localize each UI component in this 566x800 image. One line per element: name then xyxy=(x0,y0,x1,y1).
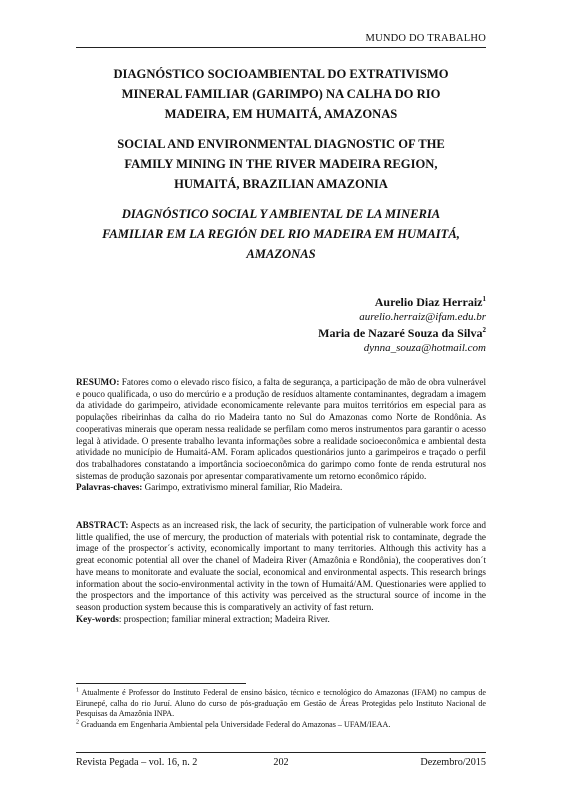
footnote-mark: 2 xyxy=(76,719,79,726)
footnote-text: Graduanda em Engenharia Ambiental pela Universidade Federal do Amazonas – UFAM/IEAA. xyxy=(79,719,391,729)
title-es-line-2: FAMILIAR EM LA REGIÓN DEL RIO MADEIRA EM HUMAITÁ, xyxy=(102,227,460,241)
author-block xyxy=(76,294,486,356)
title-english xyxy=(76,134,486,194)
resumo-text: Fatores como o elevado risco físico, a falta de segurança, a participação de mão de obra vulnerável e pouco qualificada, o uso do mercúrio e a produção de resíduos altamente contaminantes, degradam a imagem da atividade do garimpeiro, atividade economicamente relevante para muitos territórios em especial para as populações ribeirinhas da calha do rio Madeira tanto no Sul do Amazonas como Norte de Rondônia. As cooperativas minerais que operam nessa realidade se perfilam como meros instrumentos para garantir o acesso legal à atividade. O presente trabalho levanta informações sobre a realidade socioeconômica e ambiental desta atividade no município de Humaitá-AM. Foram aplicados questionários junto a garimpeiros e traçado o perfil dos trabalhadores constatando a importância socioeconômica do garimpo como fonte de renda estrutural nos sistemas de produção sazonais por apresentar comparativamente um retorno econômico rápido. xyxy=(76,377,486,481)
resumo-label: RESUMO: xyxy=(76,377,120,387)
title-block xyxy=(76,64,486,274)
title-en-line-2: FAMILY MINING IN THE RIVER MADEIRA REGION, xyxy=(124,157,438,171)
author-name: Maria de Nazaré Souza da Silva$^2$ xyxy=(318,326,486,340)
keywords-text: : prospection; familiar mineral extraction; Madeira River. xyxy=(118,613,330,624)
keywords-text: Garimpo, extrativismo mineral familiar, Rio Madeira. xyxy=(142,482,343,493)
footnote-text: Atualmente é Professor do Instituto Federal de ensino básico, técnico e tecnológico do Amazonas (IFAM) no campus de Eirunepé, calha do rio Juruí. Aluno do curso de pós-graduação em Gestão de Áreas Protegidas pelo Instituto Nacional de Pesquisas da Amazônia INPA. xyxy=(76,688,486,719)
footnote-mark: 1 xyxy=(76,687,79,694)
page-number: 202 xyxy=(273,757,289,768)
abstract-section xyxy=(76,520,486,625)
abstract-paragraph xyxy=(76,520,486,614)
resumo-keywords xyxy=(76,482,486,494)
footer-rule xyxy=(76,752,486,753)
title-en-line-3: HUMAITÁ, BRAZILIAN AMAZONIA xyxy=(174,177,388,191)
title-es-line-3: AMAZONAS xyxy=(246,247,316,261)
running-head: MUNDO DO TRABALHO xyxy=(365,33,486,44)
author-email[interactable]: aurelio.herraiz@ifam.edu.br xyxy=(359,311,486,323)
keywords-label: Palavras-chaves: xyxy=(76,482,143,493)
abstract-text: Aspects as an increased risk, the lack of security, the participation of vulnerable work force and little qualified, the use of mercury, the production of materials with potential risk to contaminate, degrade the image of the prospector´s activity, economically important to many territories. Although this activity has a great economic potential all over the chanel of Madeira River (Amazônia e Rondônia), the cooperatives don´t have means to monitorate and evaluate the social, economical and environmental aspects. This research brings information about the socio-environmental activity in the town of Humaitá/AM. Questionaries were applied to the prospectors and the importance of this activity was perceived as the structural source of income in the season production system because this is comparatively an activity of fast return. xyxy=(76,520,486,612)
footnote-1 xyxy=(76,688,486,720)
title-en-line-1: SOCIAL AND ENVIRONMENTAL DIAGNOSTIC OF THE xyxy=(117,137,445,151)
resumo-paragraph xyxy=(76,377,486,482)
author-email[interactable]: dynna_souza@hotmail.com xyxy=(363,342,486,354)
footnotes xyxy=(76,688,486,730)
abstract-label: ABSTRACT: xyxy=(76,520,129,530)
author-name: Aurelio Diaz Herraiz$^1$ xyxy=(374,295,486,309)
title-pt-line-3: MADEIRA, EM HUMAITÁ, AMAZONAS xyxy=(164,107,398,121)
keywords-label: Key-words xyxy=(76,613,119,624)
title-portuguese xyxy=(76,64,486,124)
footnote-rule xyxy=(76,683,246,684)
resumo-section xyxy=(76,377,486,494)
title-pt-line-1: DIAGNÓSTICO SOCIOAMBIENTAL DO EXTRATIVISMO xyxy=(113,67,449,81)
footnote-2 xyxy=(76,720,486,731)
title-pt-line-2: MINERAL FAMILIAR (GARIMPO) NA CALHA DO RIO xyxy=(121,87,441,101)
issue-date: Dezembro/2015 xyxy=(420,757,486,768)
header-rule xyxy=(76,47,486,48)
author-footnote-mark: 2 xyxy=(482,326,486,334)
abstract-keywords xyxy=(76,614,486,626)
author-footnote-mark: 1 xyxy=(482,295,486,303)
title-spanish xyxy=(76,204,486,264)
title-es-line-1: DIAGNÓSTICO SOCIAL Y AMBIENTAL DE LA MINERIA xyxy=(121,207,441,221)
journal-citation: Revista Pegada – vol. 16, n. 2 xyxy=(76,757,198,768)
